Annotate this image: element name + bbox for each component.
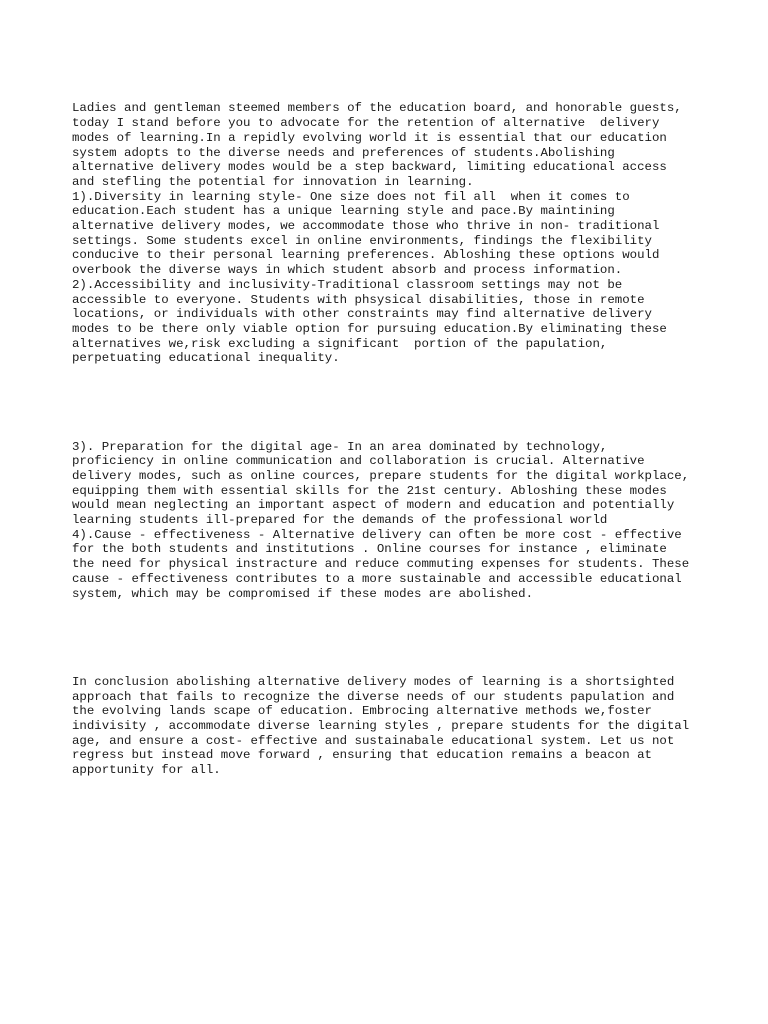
- text-line: perpetuating educational inequality.: [72, 351, 340, 366]
- opening-and-points-1-2: [72, 101, 732, 366]
- text-line: modes to be there only viable option for pursuing education.By eliminating these: [72, 321, 667, 336]
- text-line: alternative delivery modes, we accommodate those who thrive in non- traditional: [72, 219, 660, 234]
- conclusion-paragraph: [72, 675, 732, 778]
- text-line: for the both students and institutions . Online courses for instance , eliminate: [72, 542, 667, 557]
- text-line: today I stand before you to advocate for the retention of alternative delivery: [72, 116, 660, 131]
- text-line: modes of learning.In a repidly evolving world it is essential that our education: [72, 130, 667, 145]
- text-line: accessible to everyone. Students with phsysical disabilities, those in remote: [72, 292, 645, 307]
- text-line: and stefling the potential for innovation in learning.: [72, 174, 474, 189]
- text-line: education.Each student has a unique learning style and pace.By maintining: [72, 204, 615, 219]
- text-line: In conclusion abolishing alternative delivery modes of learning is a shortsighted: [72, 674, 675, 689]
- text-line: learning students ill-prepared for the demands of the professional world: [72, 513, 608, 528]
- points-3-4: [72, 440, 732, 602]
- text-line: approach that fails to recognize the diverse needs of our students papulation and: [72, 689, 675, 704]
- text-line: conducive to their personal learning preferences. Abloshing these options would: [72, 248, 660, 263]
- text-line: settings. Some students excel in online environments, findings the flexibility: [72, 233, 652, 248]
- paragraph-gap: [72, 395, 732, 410]
- text-line: alternatives we,risk excluding a significant portion of the papulation,: [72, 336, 608, 351]
- text-line: Ladies and gentleman steemed members of the education board, and honorable guests,: [72, 101, 682, 116]
- text-line: the need for physical instracture and reduce commuting expenses for students. These: [72, 557, 690, 572]
- text-line: proficiency in online communication and collaboration is crucial. Alternative: [72, 454, 645, 469]
- text-line: 2).Accessibility and inclusivity-Traditional classroom settings may not be: [72, 277, 623, 292]
- text-line: indivisity , accommodate diverse learning styles , prepare students for the digital: [72, 718, 690, 733]
- text-line: the evolving lands scape of education. Embrocing alternative methods we,foster: [72, 704, 652, 719]
- text-line: 4).Cause - effectiveness - Alternative delivery can often be more cost - effective: [72, 527, 682, 542]
- text-line: age, and ensure a cost- effective and sustainabale educational system. Let us not: [72, 733, 675, 748]
- text-line: overbook the diverse ways in which student absorb and process information.: [72, 263, 623, 278]
- text-line: regress but instead move forward , ensuring that education remains a beacon at: [72, 748, 652, 763]
- text-line: system, which may be compromised if these modes are abolished.: [72, 586, 534, 601]
- text-line: system adopts to the diverse needs and preferences of students.Abolishing: [72, 145, 615, 160]
- text-line: apportunity for all.: [72, 763, 221, 778]
- document-body: [72, 72, 732, 807]
- text-line: delivery modes, such as online cources, prepare students for the digital workplace,: [72, 468, 690, 483]
- text-line: alternative delivery modes would be a step backward, limiting educational access: [72, 160, 667, 175]
- text-line: 3). Preparation for the digital age- In an area dominated by technology,: [72, 439, 608, 454]
- text-line: locations, or individuals with other constraints may find alternative delivery: [72, 307, 652, 322]
- text-line: 1).Diversity in learning style- One size does not fil all when it comes to: [72, 189, 630, 204]
- text-line: equipping them with essential skills for the 21st century. Abloshing these modes: [72, 483, 667, 498]
- text-line: would mean neglecting an important aspect of modern and education and potentially: [72, 498, 675, 513]
- paragraph-gap: [72, 631, 732, 646]
- text-line: cause - effectiveness contributes to a more sustainable and accessible educational: [72, 571, 682, 586]
